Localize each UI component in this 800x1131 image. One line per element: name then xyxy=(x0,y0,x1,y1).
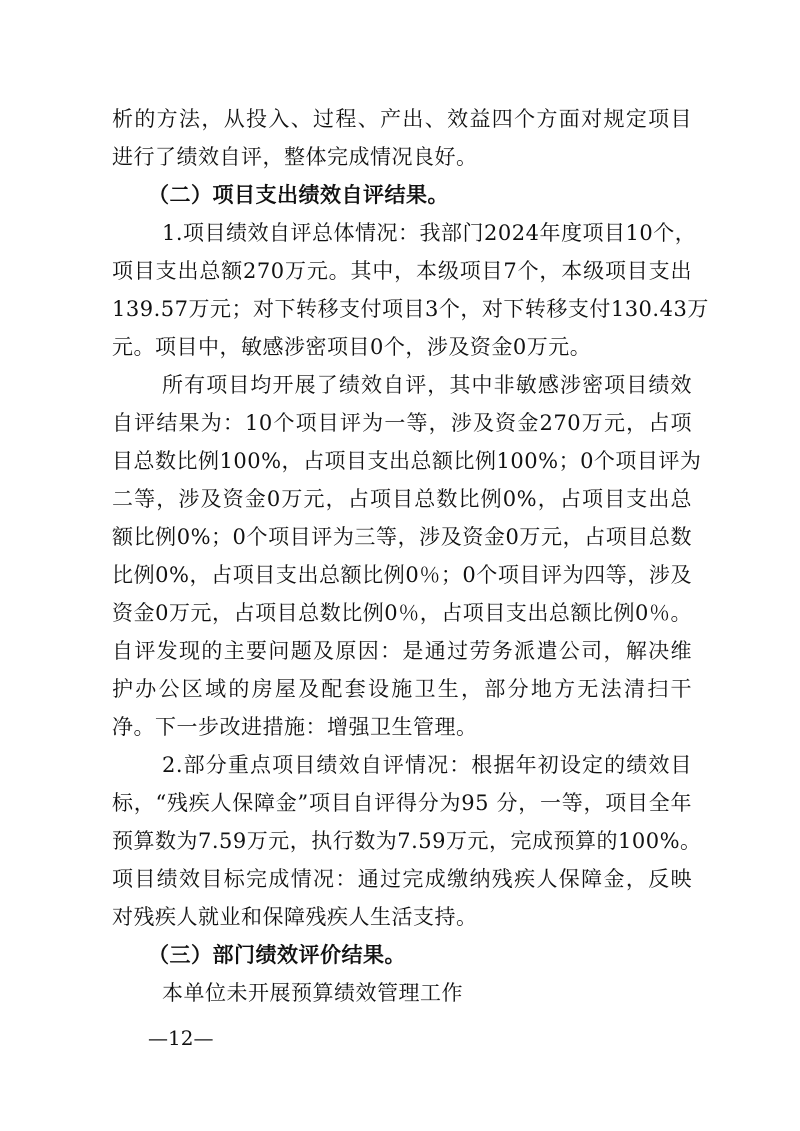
paragraph-line: 护办公区域的房屋及配套设施卫生，部分地方无法清扫干 xyxy=(112,677,692,701)
section-heading: （三）部门绩效评价结果。 xyxy=(148,942,406,967)
paragraph-line: 1.项目绩效自评总体情况：我部门2024年度项目10个， xyxy=(162,221,697,245)
paragraph-line: 自评发现的主要问题及原因：是通过劳务派遣公司，解决维 xyxy=(112,639,692,663)
paragraph-line: 析的方法，从投入、过程、产出、效益四个方面对规定项目 xyxy=(112,107,692,131)
paragraph-line: 139.57万元；对下转移支付项目3个，对下转移支付130.43万 xyxy=(112,297,709,321)
paragraph-line: 资金0万元，占项目总数比例0％，占项目支出总额比例0％。 xyxy=(112,601,692,625)
paragraph-line: 二等，涉及资金0万元，占项目总数比例0%，占项目支出总 xyxy=(112,487,692,511)
paragraph-line: 额比例0%；0个项目评为三等，涉及资金0万元，占项目总数 xyxy=(112,525,692,549)
paragraph-line: 比例0%，占项目支出总额比例0％；0个项目评为四等，涉及 xyxy=(112,563,692,587)
paragraph-line: 进行了绩效自评，整体完成情况良好。 xyxy=(112,145,478,169)
paragraph-line: 2.部分重点项目绩效自评情况：根据年初设定的绩效目 xyxy=(162,753,692,777)
paragraph-line: 对残疾人就业和保障残疾人生活支持。 xyxy=(112,905,478,929)
paragraph-line: 本单位未开展预算绩效管理工作 xyxy=(162,981,463,1005)
paragraph-line: 标，“残疾人保障金”项目自评得分为95 分，一等，项目全年 xyxy=(112,791,692,815)
section-heading: （二）项目支出绩效自评结果。 xyxy=(148,182,449,207)
paragraph-line: 净。下一步改进措施：增强卫生管理。 xyxy=(112,715,478,739)
paragraph-line: 所有项目均开展了绩效自评，其中非敏感涉密项目绩效 xyxy=(162,373,692,397)
paragraph-line: 预算数为7.59万元，执行数为7.59万元，完成预算的100%。 xyxy=(112,829,702,853)
paragraph-line: 目总数比例100%，占项目支出总额比例100%；0个项目评为 xyxy=(112,449,702,473)
paragraph-line: 元。项目中，敏感涉密项目0个，涉及资金0万元。 xyxy=(112,335,592,359)
paragraph-line: 项目支出总额270万元。其中，本级项目7个，本级项目支出 xyxy=(112,259,692,283)
paragraph-line: 自评结果为：10个项目评为一等，涉及资金270万元，占项 xyxy=(112,411,692,435)
page-number: —12— xyxy=(148,1026,214,1050)
paragraph-line: 项目绩效目标完成情况：通过完成缴纳残疾人保障金，反映 xyxy=(112,867,692,891)
